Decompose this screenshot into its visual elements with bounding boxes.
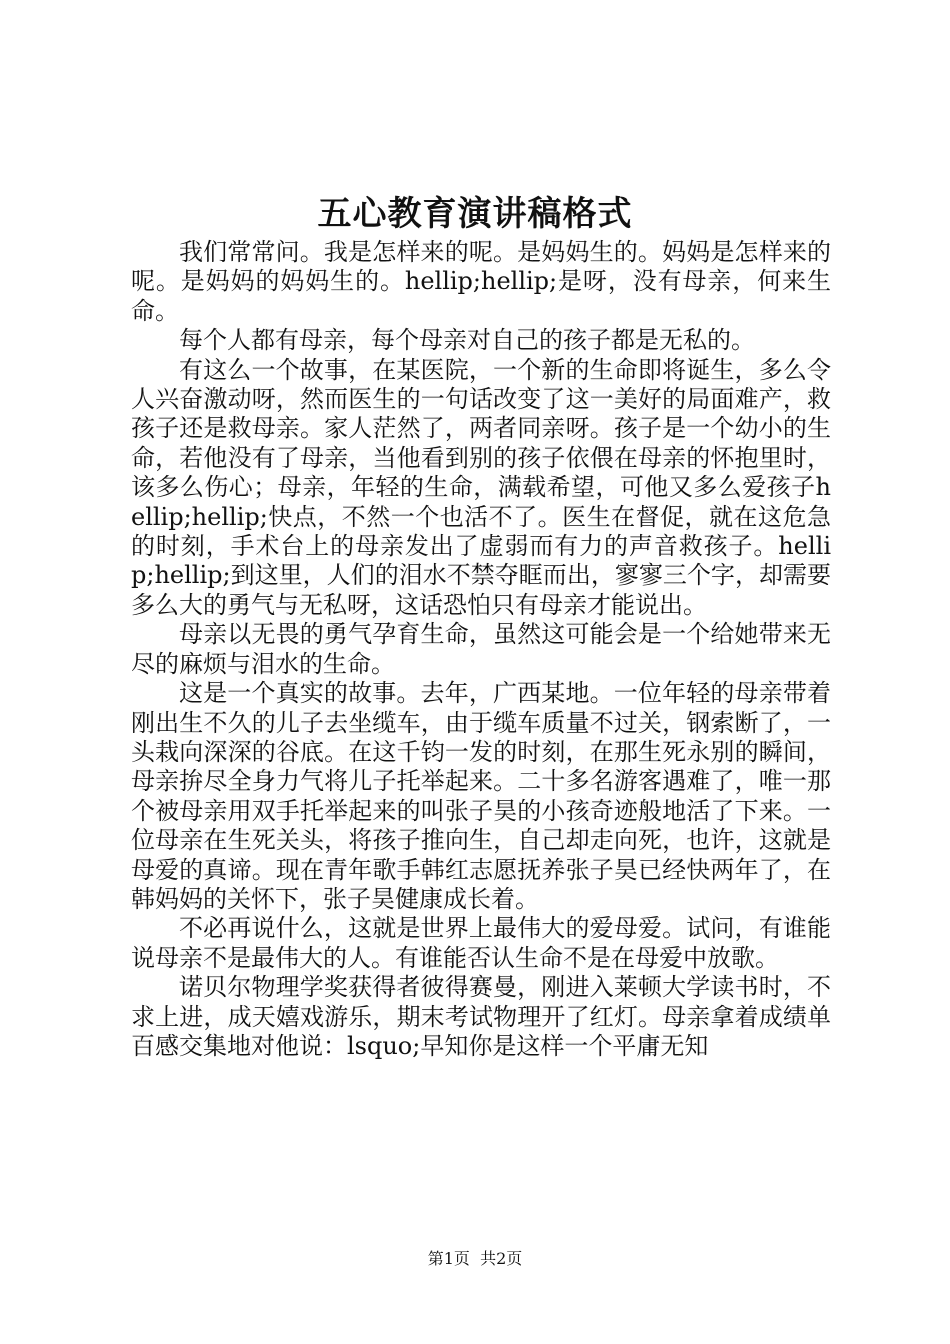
- paragraph: 每个人都有母亲，每个母亲对自己的孩子都是无私的。: [179, 326, 755, 355]
- paragraph: 母亲以无畏的勇气孕育生命，虽然这可能会是一个给她带来无尽的麻烦与泪水的生命。: [131, 620, 831, 678]
- document-body: [131, 238, 831, 1061]
- paragraph: 有这么一个故事，在某医院，一个新的生命即将诞生，多么令人兴奋激动呀，然而医生的一句话改变了这一美好的局面难产，救孩子还是救母亲。家人茫然了，两者同亲呀。孩子是一个幼小的生命，若他没有了母亲，当他看到别的孩子依偎在母亲的怀抱里时，该多么伤心；母亲，年轻的生命，满载希望，可他又多么爱孩子hellip;hellip;快点，不然一个也活不了。医生在督促，就在这危急的时刻，手术台上的母亲发出了虚弱而有力的声音救孩子。hellip;hellip;到这里，人们的泪水不禁夺眶而出，寥寥三个字，却需要多么大的勇气与无私呀，这话恐怕只有母亲才能说出。: [131, 355, 831, 619]
- paragraph: 我们常常问。我是怎样来的呢。是妈妈生的。妈妈是怎样来的呢。是妈妈的妈妈生的。hellip;hellip;是呀，没有母亲，何来生命。: [131, 238, 831, 325]
- paragraph: 不必再说什么，这就是世界上最伟大的爱母爱。试问，有谁能说母亲不是最伟大的人。有谁能否认生命不是在母爱中放歌。: [131, 914, 831, 972]
- paragraph: 这是一个真实的故事。去年，广西某地。一位年轻的母亲带着刚出生不久的儿子去坐缆车，由于缆车质量不过关，钢索断了，一头栽向深深的谷底。在这千钧一发的时刻，在那生死永别的瞬间，母亲拚尽全身力气将儿子托举起来。二十多名游客遇难了，唯一那个被母亲用双手托举起来的叫张子昊的小孩奇迹般地活了下来。一位母亲在生死关头，将孩子推向生，自己却走向死，也许，这就是母爱的真谛。现在青年歌手韩红志愿抚养张子昊已经快两年了，在韩妈妈的关怀下，张子昊健康成长着。: [131, 679, 831, 913]
- document-title: 五心教育演讲稿格式: [317, 194, 633, 234]
- page-number-label: 第1页 共2页: [427, 1249, 523, 1268]
- page-footer: [0, 1246, 950, 1269]
- paragraph: 诺贝尔物理学奖获得者彼得赛曼，刚进入莱顿大学读书时，不求上进，成天嬉戏游乐，期末考试物理开了红灯。母亲拿着成绩单百感交集地对他说：lsquo;早知你是这样一个平庸无知: [131, 973, 831, 1060]
